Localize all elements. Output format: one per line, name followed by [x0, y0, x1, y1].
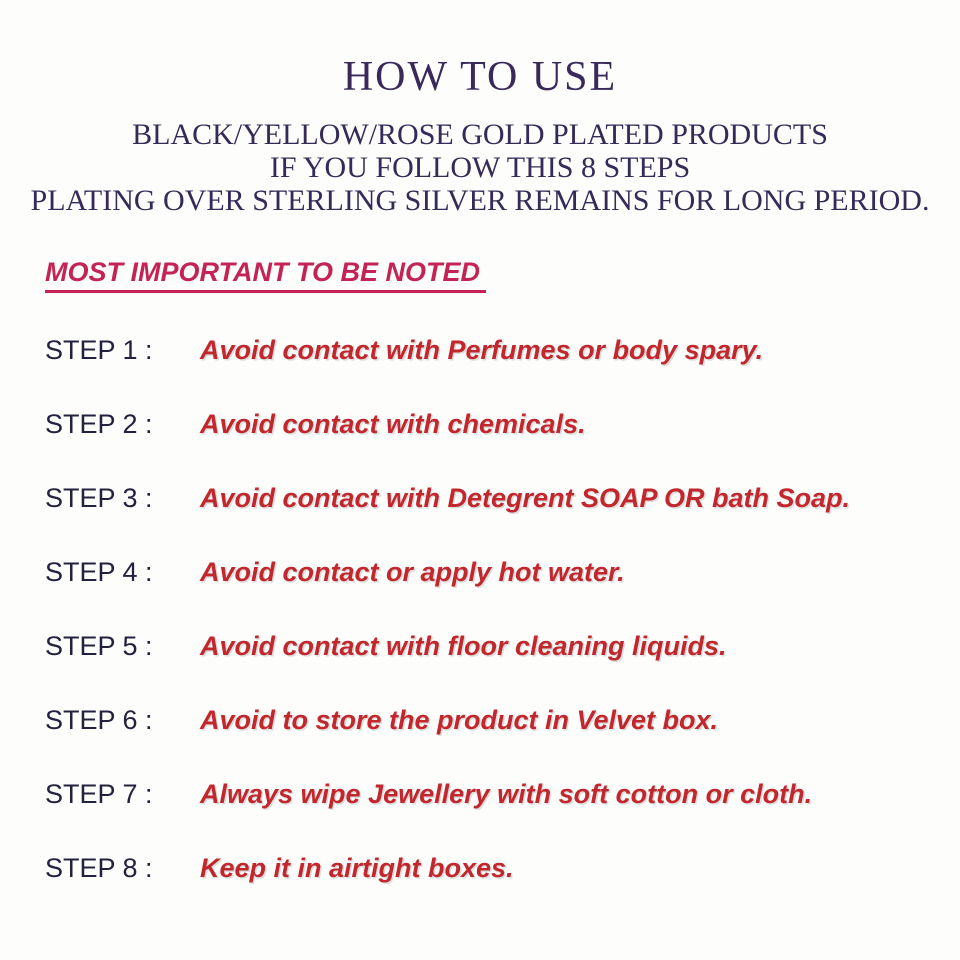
step-row-8	[45, 853, 960, 887]
step-instruction: Avoid contact with chemicals.	[200, 409, 586, 439]
step-label: STEP 2 :	[45, 409, 153, 439]
steps-list	[0, 335, 960, 887]
step-row-4	[45, 557, 960, 591]
page-title: HOW TO USE	[342, 54, 618, 100]
step-row-7	[45, 779, 960, 813]
poster-header	[0, 0, 960, 217]
step-instruction: Avoid contact with Perfumes or body spary.	[200, 335, 764, 365]
step-row-5	[45, 631, 960, 665]
important-notice	[45, 257, 960, 293]
subtitle-line-plating: PLATING OVER STERLING SILVER REMAINS FOR LONG PERIOD.	[30, 184, 930, 217]
step-instruction: Avoid contact or apply hot water.	[200, 557, 625, 587]
step-row-6	[45, 705, 960, 739]
subtitle-line-products: BLACK/YELLOW/ROSE GOLD PLATED PRODUCTS	[132, 118, 828, 151]
step-label: STEP 1 :	[45, 335, 153, 365]
step-label: STEP 3 :	[45, 483, 153, 513]
step-label: STEP 5 :	[45, 631, 153, 661]
step-instruction: Avoid contact with floor cleaning liquids.	[200, 631, 727, 661]
important-notice-heading: MOST IMPORTANT TO BE NOTED	[45, 257, 486, 293]
step-label: STEP 6 :	[45, 705, 153, 735]
header-subtitle	[0, 118, 960, 217]
subtitle-line-follow-steps: IF YOU FOLLOW THIS 8 STEPS	[269, 151, 691, 184]
step-label: STEP 7 :	[45, 779, 153, 809]
step-instruction: Avoid contact with Detegrent SOAP OR bath Soap.	[200, 483, 851, 513]
step-instruction: Keep it in airtight boxes.	[200, 853, 514, 883]
step-label: STEP 8 :	[45, 853, 153, 883]
step-row-1	[45, 335, 960, 369]
step-instruction: Always wipe Jewellery with soft cotton or cloth.	[200, 779, 813, 809]
step-row-3	[45, 483, 960, 517]
step-label: STEP 4 :	[45, 557, 153, 587]
step-instruction: Avoid to store the product in Velvet box.	[200, 705, 719, 735]
step-row-2	[45, 409, 960, 443]
